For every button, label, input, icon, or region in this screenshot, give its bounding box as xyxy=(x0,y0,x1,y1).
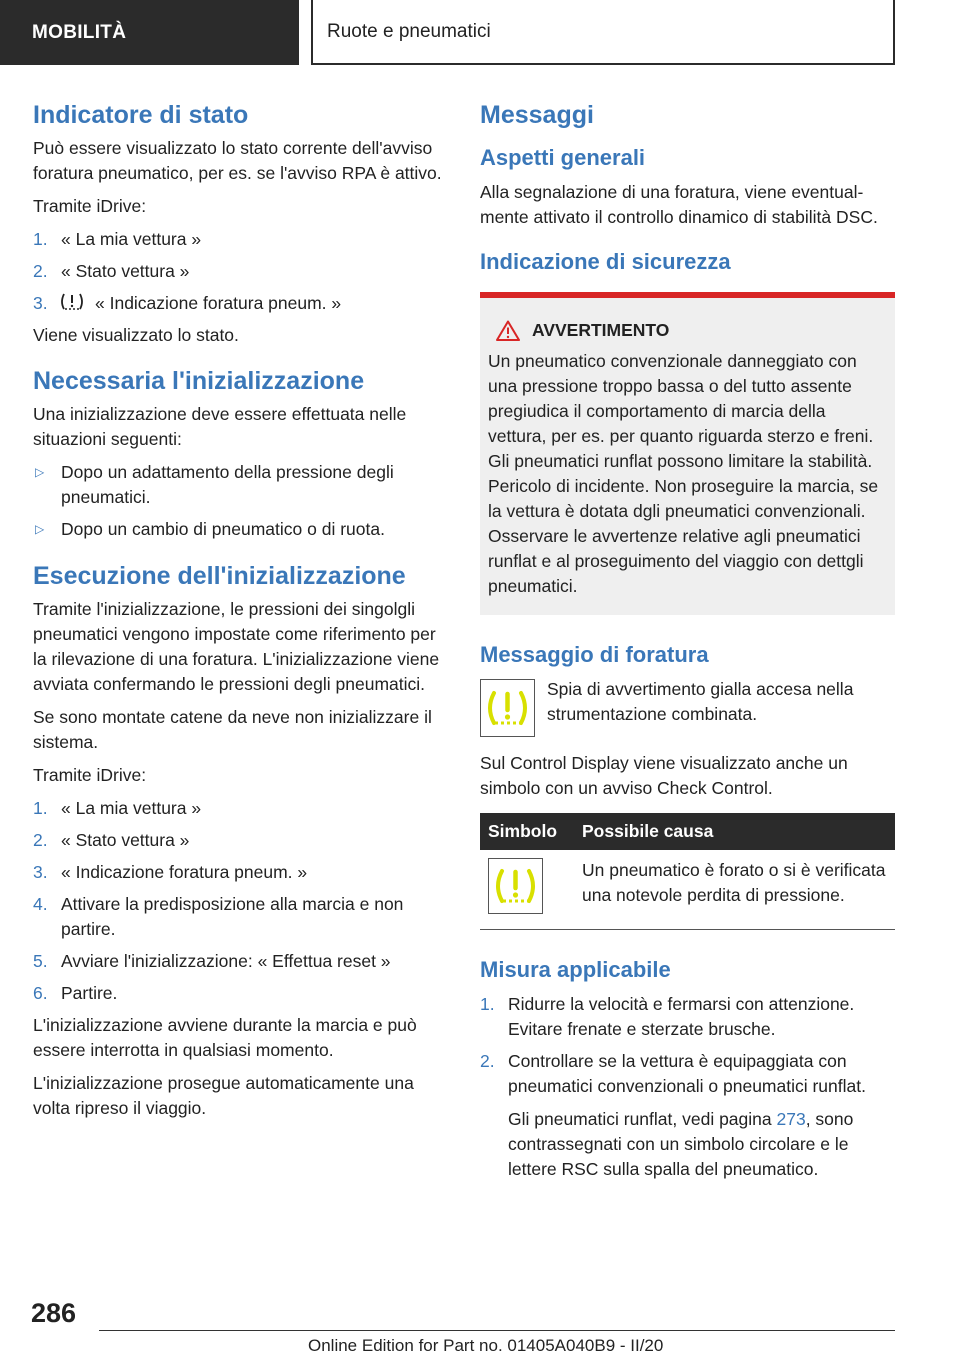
bullet-text: Dopo un cambio di pneumatico o di ruota. xyxy=(61,519,385,539)
warning-text: Un pneumatico convenzionale danneggiato con una pressione troppo bassa o del tutto assente pregiudica il comportamento di marcia della vettura, per es. per quanto riguarda sterzo e freni. Gli pneumatici runflat possono limitare la stabilità. Pericolo di incidente. Non proseguire la marcia, se la vettura è dotata dgli pneumatici convenzionali. Osservare le avvertenze relative agli pneumatici runflat e al proseguimento del viaggio con dettgli pneumatici. xyxy=(488,351,879,596)
paragraph: Tramite l'inizializzazione, le pressioni dei singolgli pneumatici vengono impostate come riferimento per la rilevazione di una foratura. L'inizializzazione viene avviata confermando le pressioni degli pneumatici. xyxy=(33,599,440,694)
heading-indicazione-sicurezza: Indicazione di sicurezza xyxy=(480,249,731,274)
symbol-table xyxy=(480,813,895,930)
symbol-cell xyxy=(480,850,574,930)
table-row xyxy=(480,850,895,930)
heading-messaggi: Messaggi xyxy=(480,101,594,129)
tire-pressure-warning-lamp-icon xyxy=(488,858,543,914)
heading-indicatore-di-stato: Indicatore di stato xyxy=(33,101,249,129)
paragraph: Viene visualizzato lo stato. xyxy=(33,325,239,345)
step-number: 2. xyxy=(33,261,48,281)
list-item xyxy=(33,796,451,821)
step-text: « La mia vettura » xyxy=(61,798,202,818)
list-item xyxy=(33,981,451,1006)
left-column xyxy=(33,100,451,1129)
header-section-tab: MOBILITÀ xyxy=(0,0,299,65)
bullet-triangle-icon: ▷ xyxy=(35,465,45,479)
table-header-causa: Possibile causa xyxy=(574,813,895,850)
step-text: « Stato vettura » xyxy=(61,261,190,281)
paragraph: Può essere visualizzato lo stato corrente dell'avviso foratura pneumatico, per es. se l'avviso RPA è attivo. xyxy=(33,138,442,183)
step-text: Avviare l'inizializzazione: « Effettua reset » xyxy=(61,951,391,971)
step-number: 5. xyxy=(33,951,48,971)
heading-aspetti-generali: Aspetti generali xyxy=(480,145,646,170)
step-number: 6. xyxy=(33,983,48,1003)
list-item xyxy=(33,949,451,974)
page-link[interactable]: 273 xyxy=(776,1109,806,1129)
note-text: , sono contrassegnati con un simbolo circolare e le lettere RSC sulla spalla del pneumatico. xyxy=(508,1109,854,1179)
paragraph: Una inizializzazione deve essere effettuata nelle situazioni seguenti: xyxy=(33,404,407,449)
step-number: 1. xyxy=(33,229,48,249)
step-text: « Indicazione foratura pneum. » xyxy=(95,293,342,313)
list-item xyxy=(33,517,451,542)
situations-list xyxy=(33,460,451,542)
list-item xyxy=(33,860,451,885)
steps-list xyxy=(33,796,451,1006)
step-number: 3. xyxy=(33,862,48,882)
table-header-simbolo: Simbolo xyxy=(480,813,574,850)
list-item xyxy=(480,992,895,1042)
right-column xyxy=(480,100,895,1189)
step-text: « La mia vettura » xyxy=(61,229,202,249)
heading-esecuzione-inizializzazione: Esecuzione dell'inizializzazione xyxy=(33,562,406,590)
list-item xyxy=(33,828,451,853)
step-text: Partire. xyxy=(61,983,118,1003)
list-item xyxy=(33,259,451,284)
warning-header xyxy=(488,320,887,341)
warning-triangle-icon xyxy=(496,320,520,341)
steps-list xyxy=(480,992,895,1182)
paragraph: Sul Control Display viene visualizzato anche un simbolo con un avviso Check Control. xyxy=(480,753,848,798)
step-text: Attivare la predisposizione alla marcia e non partire. xyxy=(61,894,404,939)
list-item xyxy=(33,892,451,942)
warning-box xyxy=(480,292,895,615)
paragraph: Alla segnalazione di una foratura, viene eventualmente attivato il controllo dinamico di stabilità DSC. xyxy=(480,182,878,227)
footer-divider xyxy=(99,1330,895,1331)
heading-misura-applicabile: Misura applicabile xyxy=(480,957,671,982)
lamp-description xyxy=(480,677,895,737)
cause-cell: Un pneumatico è forato o si è verificata una notevole perdita di pressione. xyxy=(574,850,895,930)
bullet-triangle-icon: ▷ xyxy=(35,522,45,536)
step-number: 2. xyxy=(480,1051,495,1071)
list-item xyxy=(33,460,451,510)
step-text: Controllare se la vettura è equipaggiata con pneumatici convenzionali o pneumatici runflat. xyxy=(508,1051,866,1096)
warning-title: AVVERTIMENTO xyxy=(532,320,670,340)
tire-pressure-icon xyxy=(59,291,85,313)
paragraph: Se sono montate catene da neve non inizializzare il sistema. xyxy=(33,707,432,752)
paragraph: L'inizializzazione prosegue automaticamente una volta ripreso il viaggio. xyxy=(33,1073,414,1118)
bullet-text: Dopo un adattamento della pressione degli pneumatici. xyxy=(61,462,394,507)
paragraph-idrive: Tramite iDrive: xyxy=(33,196,147,216)
step-text: « Indicazione foratura pneum. » xyxy=(61,862,308,882)
lamp-text: Spia di avvertimento gialla accesa nella strumentazione combinata. xyxy=(547,679,854,724)
step-number: 2. xyxy=(33,830,48,850)
step-number: 3. xyxy=(33,293,48,313)
heading-messaggio-foratura: Messaggio di foratura xyxy=(480,642,709,667)
step-text: Ridurre la velocità e fermarsi con attenzione. Evitare frenate e sterzate brusche. xyxy=(508,994,855,1039)
paragraph: L'inizializzazione avviene durante la marcia e può essere interrotta in qualsiasi momento. xyxy=(33,1015,417,1060)
footer-edition: Online Edition for Part no. 01405A040B9 - II/20 xyxy=(308,1336,664,1355)
list-item xyxy=(33,291,451,316)
step-number: 1. xyxy=(33,798,48,818)
step-number: 4. xyxy=(33,894,48,914)
page-number: 286 xyxy=(31,1298,77,1328)
header-chapter-title: Ruote e pneumatici xyxy=(311,0,895,65)
tire-pressure-warning-lamp-icon xyxy=(480,679,535,737)
step-text: « Stato vettura » xyxy=(61,830,190,850)
list-item xyxy=(480,1049,895,1182)
paragraph-idrive: Tramite iDrive: xyxy=(33,765,147,785)
steps-list xyxy=(33,227,451,316)
note-text: Gli pneumatici runflat, vedi pagina xyxy=(508,1109,777,1129)
table-header-row xyxy=(480,813,895,850)
step-number: 1. xyxy=(480,994,495,1014)
step-note xyxy=(508,1107,895,1182)
heading-necessaria-inizializzazione: Necessaria l'inizializzazione xyxy=(33,367,365,395)
list-item xyxy=(33,227,451,252)
